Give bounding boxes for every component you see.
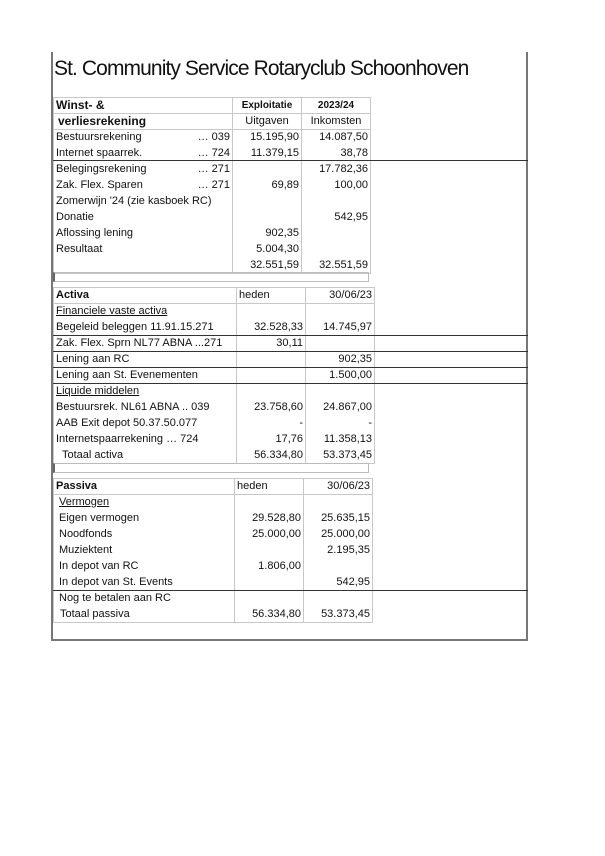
row-label: Lening aan RC <box>54 352 237 368</box>
header-col2: Uitgaven <box>233 114 302 130</box>
row-label: In depot van St. Events <box>54 575 235 591</box>
heden-cell <box>237 304 306 320</box>
header-col3: 2023/24 <box>302 98 371 114</box>
row-label: Bestuursrek. NL61 ABNA .. 039 <box>54 400 237 416</box>
subsection-heading: Vermogen <box>54 495 235 511</box>
table-row <box>54 336 375 352</box>
table-header-row <box>54 288 375 304</box>
heden-cell: 23.758,60 <box>237 400 306 416</box>
uitgaven-cell <box>233 162 302 178</box>
inkomsten-cell: 17.782,36 <box>302 162 371 178</box>
uitgaven-cell: 15.195,90 <box>233 130 302 146</box>
row-label-cell <box>54 210 233 226</box>
table-header-row <box>54 98 371 114</box>
prev-cell <box>304 591 373 607</box>
prev-cell: 2.195,35 <box>304 543 373 559</box>
uitgaven-cell: 69,89 <box>233 178 302 194</box>
prev-cell: 902,35 <box>306 352 375 368</box>
total-heden: 56.334,80 <box>235 607 304 623</box>
row-label-cell <box>54 130 233 146</box>
uitgaven-cell <box>233 210 302 226</box>
total-prev: 53.373,45 <box>304 607 373 623</box>
total-label: Totaal passiva <box>54 607 235 623</box>
row-label: Internet spaarrek. <box>56 147 143 159</box>
uitgaven-cell <box>233 194 302 210</box>
table-row <box>54 575 373 591</box>
prev-cell: 11.358,13 <box>306 432 375 448</box>
row-label: Noodfonds <box>54 527 235 543</box>
total-inkomsten: 32.551,59 <box>302 258 371 274</box>
header-label: verliesrekening <box>54 114 233 130</box>
row-label: AAB Exit depot 50.37.50.077 <box>54 416 237 432</box>
table-row <box>54 320 375 336</box>
header-col3: 30/06/23 <box>304 479 373 495</box>
section-gap <box>53 272 369 282</box>
prev-cell: 542,95 <box>304 575 373 591</box>
row-label: Zak. Flex. Sparen <box>56 179 143 191</box>
table-row <box>54 416 375 432</box>
account-ref: … 271 <box>197 163 230 175</box>
inkomsten-cell: 542,95 <box>302 210 371 226</box>
row-label-cell <box>54 194 233 210</box>
row-label: Nog te betalen aan RC <box>54 591 235 607</box>
prev-cell <box>306 384 375 400</box>
divider-line <box>53 590 528 591</box>
row-label: Zak. Flex. Sprn NL77 ABNA ...271 <box>54 336 237 352</box>
row-label: Resultaat <box>56 243 103 255</box>
account-ref: … 724 <box>197 147 230 159</box>
header-col3: 30/06/23 <box>306 288 375 304</box>
table-header-row <box>54 114 371 130</box>
table-row <box>54 178 371 194</box>
table-row <box>54 210 371 226</box>
heden-cell: 32.528,33 <box>237 320 306 336</box>
table-row <box>54 368 375 384</box>
table-row <box>54 352 375 368</box>
heden-cell <box>237 368 306 384</box>
inkomsten-cell: 14.087,50 <box>302 130 371 146</box>
uitgaven-cell: 11.379,15 <box>233 146 302 162</box>
row-label: Lening aan St. Evenementen <box>54 368 237 384</box>
table-row <box>54 511 373 527</box>
prev-cell: 25.635,15 <box>304 511 373 527</box>
table-row <box>54 242 371 258</box>
divider-line <box>53 383 528 384</box>
table-row <box>54 130 371 146</box>
inkomsten-cell <box>302 194 371 210</box>
row-label: Zomerwijn '24 (zie kasboek RC) <box>56 195 212 207</box>
row-label-cell <box>54 242 233 258</box>
section-gap <box>53 463 369 473</box>
prev-cell <box>304 559 373 575</box>
header-col3: Inkomsten <box>302 114 371 130</box>
account-ref: … 271 <box>197 179 230 191</box>
table-row <box>54 400 375 416</box>
prev-cell: 24.867,00 <box>306 400 375 416</box>
row-label: Bestuursrekening <box>56 131 142 143</box>
uitgaven-cell: 902,35 <box>233 226 302 242</box>
divider-line <box>53 335 528 336</box>
prev-cell <box>306 304 375 320</box>
row-label: Internetspaarrekening … 724 <box>54 432 237 448</box>
table-row <box>54 543 373 559</box>
header-col2: heden <box>235 479 304 495</box>
heden-cell <box>237 352 306 368</box>
heden-cell: 29.528,80 <box>235 511 304 527</box>
total-uitgaven: 32.551,59 <box>233 258 302 274</box>
document-title: St. Community Service Rotaryclub Schoonhoven <box>54 57 469 80</box>
table-row <box>54 226 371 242</box>
row-label-cell <box>54 226 233 242</box>
heden-cell <box>235 575 304 591</box>
account-ref: … 039 <box>197 131 230 143</box>
prev-cell: 25.000,00 <box>304 527 373 543</box>
total-label: Totaal activa <box>54 448 237 464</box>
row-label-cell <box>54 162 233 178</box>
activa-table <box>53 287 375 464</box>
divider-line <box>53 367 528 368</box>
total-heden: 56.334,80 <box>237 448 306 464</box>
uitgaven-cell: 5.004,30 <box>233 242 302 258</box>
prev-cell: 14.745,97 <box>306 320 375 336</box>
header-label: Activa <box>54 288 237 304</box>
table-row <box>54 432 375 448</box>
heden-cell: 1.806,00 <box>235 559 304 575</box>
prev-cell <box>306 336 375 352</box>
inkomsten-cell: 100,00 <box>302 178 371 194</box>
table-row <box>54 384 375 400</box>
table-row <box>54 495 373 511</box>
table-row <box>54 162 371 178</box>
divider-line <box>53 351 528 352</box>
passiva-table <box>53 478 373 623</box>
heden-cell: 17,76 <box>237 432 306 448</box>
heden-cell <box>235 591 304 607</box>
row-label: Eigen vermogen <box>54 511 235 527</box>
inkomsten-cell <box>302 226 371 242</box>
total-row <box>54 448 375 464</box>
header-label: Winst- & <box>54 98 233 114</box>
heden-cell <box>237 384 306 400</box>
row-label: Belegingsrekening <box>56 163 147 175</box>
row-label: Muziektent <box>54 543 235 559</box>
prev-cell: 1.500,00 <box>306 368 375 384</box>
row-label: Begeleid beleggen 11.91.15.271 <box>54 320 237 336</box>
divider-line <box>53 160 528 161</box>
row-label: Aflossing lening <box>56 227 134 239</box>
table-row <box>54 304 375 320</box>
row-label: In depot van RC <box>54 559 235 575</box>
header-col2: heden <box>237 288 306 304</box>
heden-cell: 30,11 <box>237 336 306 352</box>
table-row <box>54 527 373 543</box>
heden-cell <box>235 495 304 511</box>
table-row <box>54 559 373 575</box>
subsection-heading: Financiele vaste activa <box>54 304 237 320</box>
table-row <box>54 591 373 607</box>
total-row <box>54 607 373 623</box>
heden-cell: 25.000,00 <box>235 527 304 543</box>
heden-cell: - <box>237 416 306 432</box>
heden-cell <box>235 543 304 559</box>
winst-verlies-table <box>53 97 371 274</box>
prev-cell: - <box>306 416 375 432</box>
row-label: Donatie <box>56 211 94 223</box>
inkomsten-cell: 38,78 <box>302 146 371 162</box>
header-col2: Exploitatie <box>233 98 302 114</box>
header-label: Passiva <box>54 479 235 495</box>
prev-cell <box>304 495 373 511</box>
subsection-heading: Liquide middelen <box>54 384 237 400</box>
inkomsten-cell <box>302 242 371 258</box>
row-label-cell <box>54 178 233 194</box>
table-row <box>54 194 371 210</box>
table-header-row <box>54 479 373 495</box>
total-prev: 53.373,45 <box>306 448 375 464</box>
